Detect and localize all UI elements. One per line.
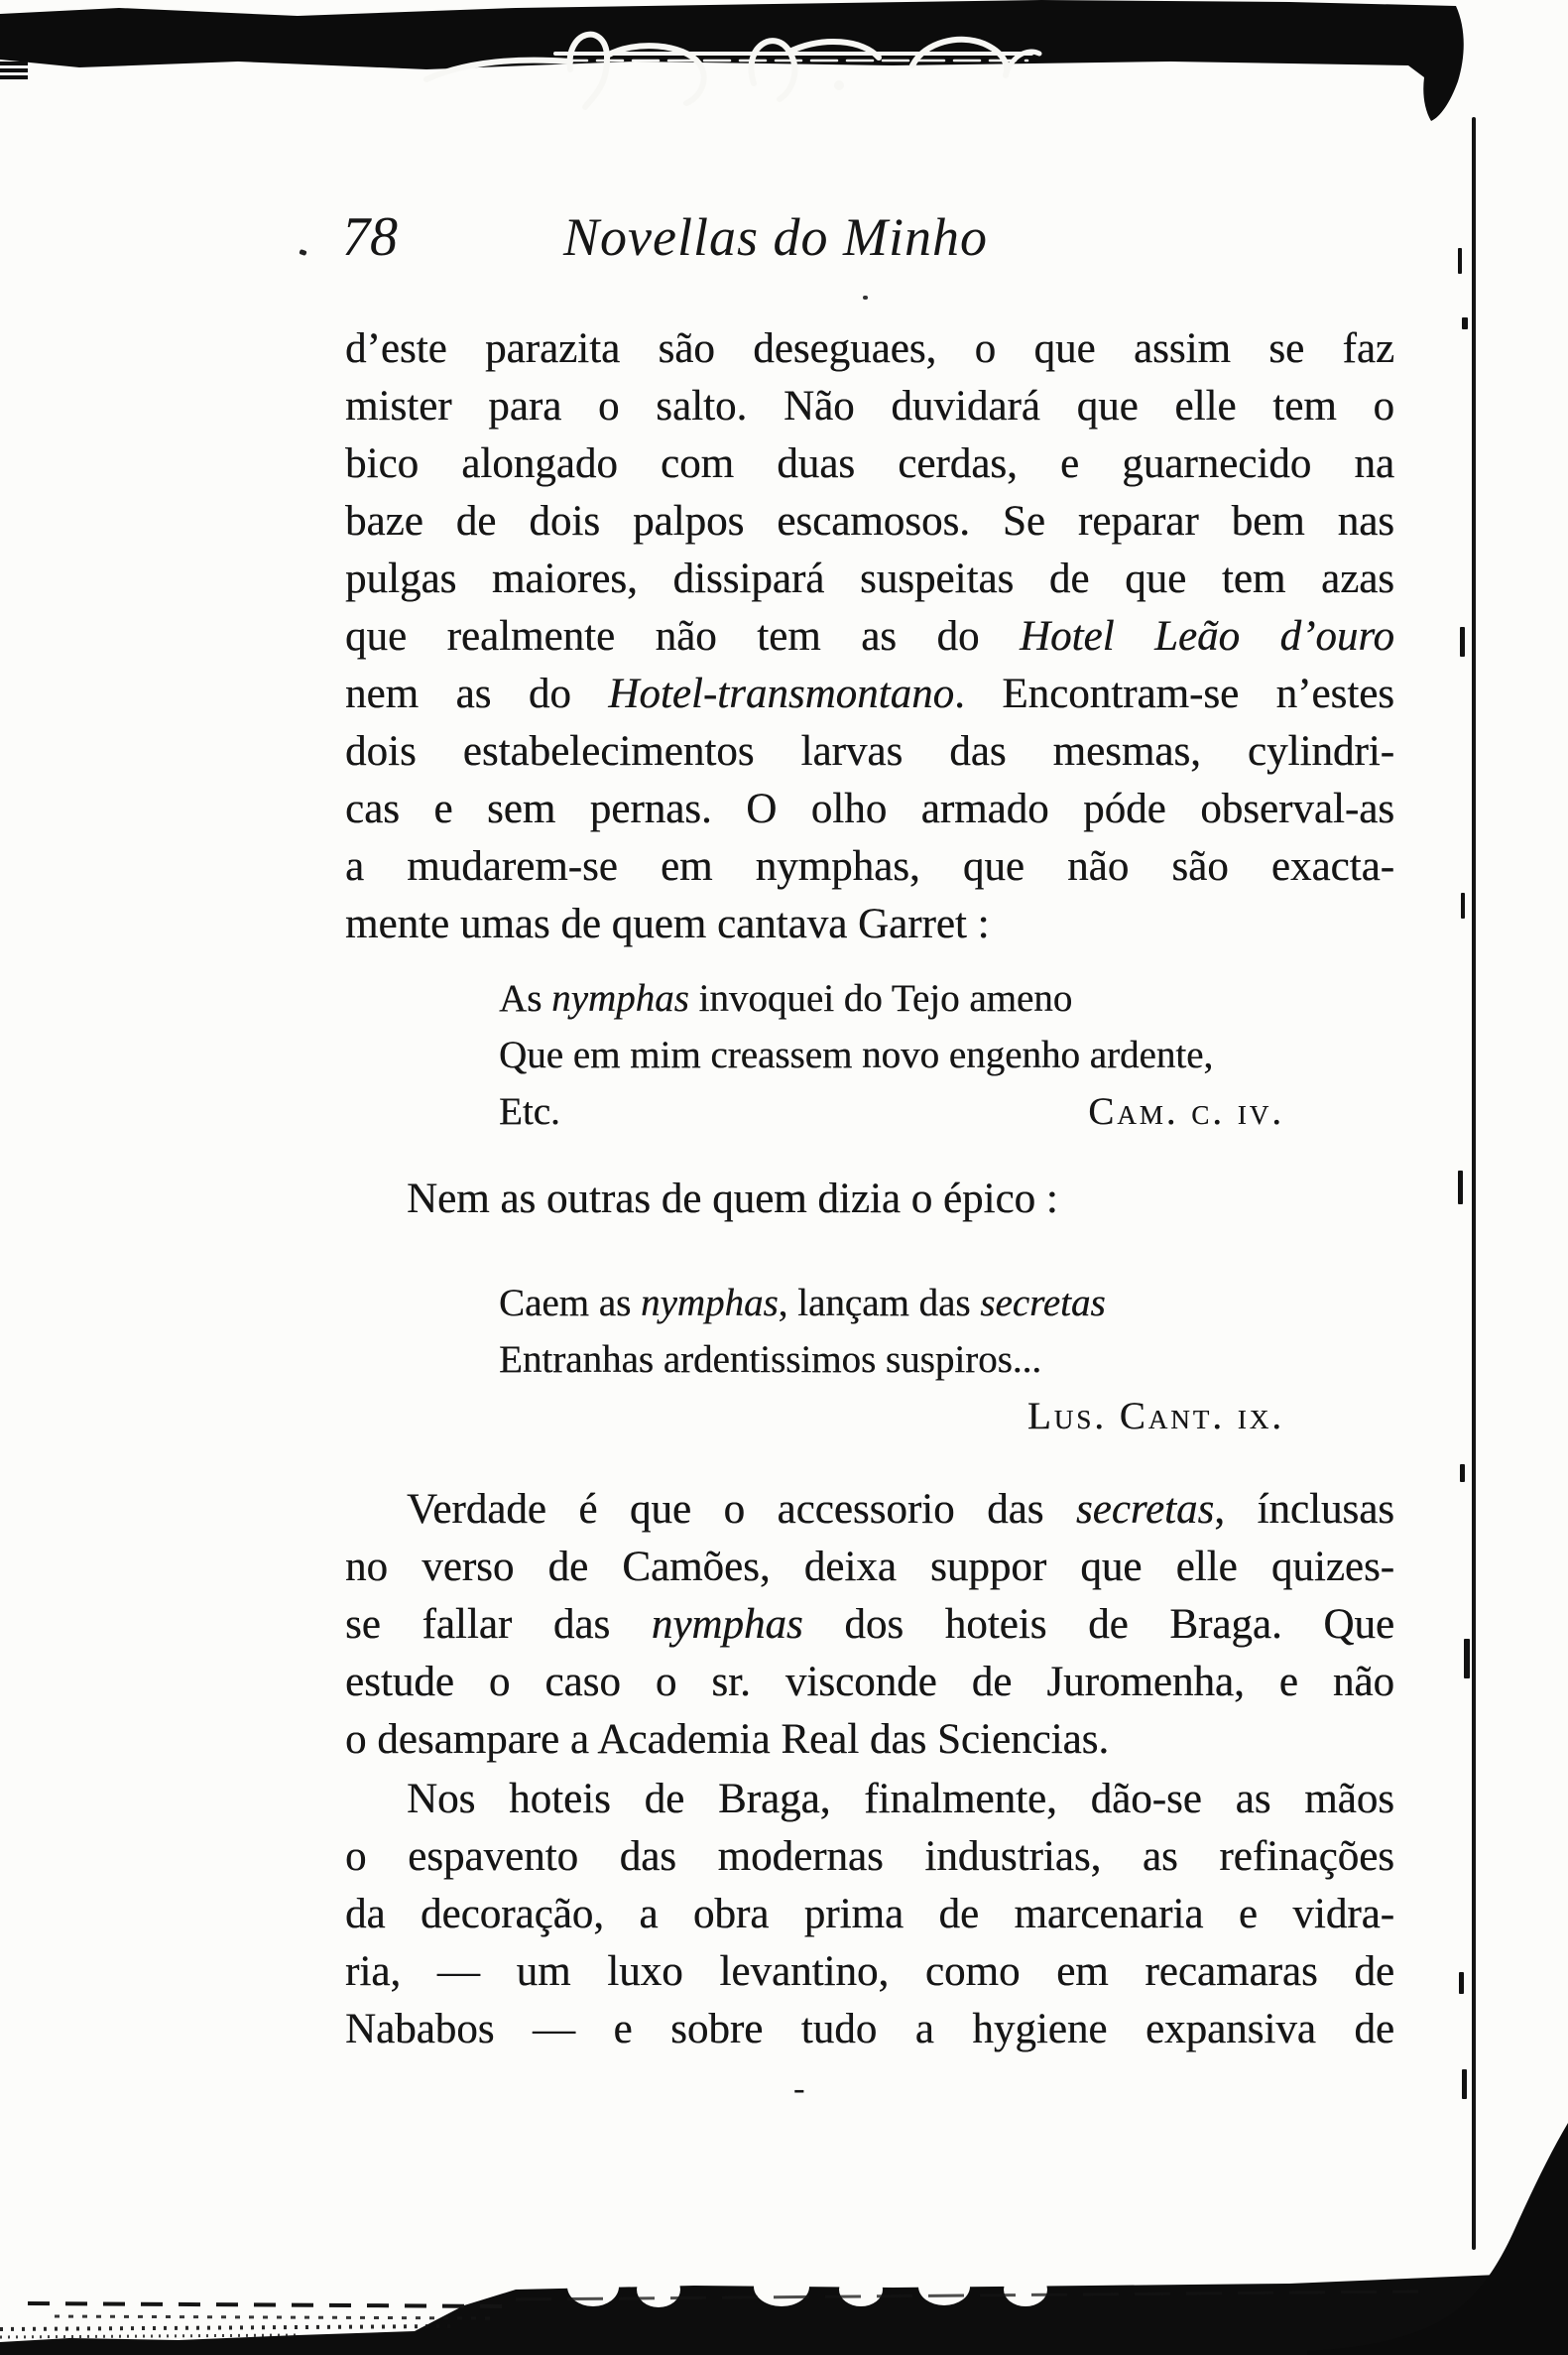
text-line bbox=[345, 1943, 1394, 2001]
text-segment: , lançam das bbox=[778, 1282, 981, 1324]
page-edge-line bbox=[1472, 117, 1476, 2250]
text-line bbox=[345, 781, 1394, 838]
text-segment: estude o caso o sr. visconde de Juromenha, e não bbox=[345, 1659, 1394, 1705]
text-segment: dois estabelecimentos larvas das mesmas, cylindri- bbox=[345, 728, 1394, 775]
edge-tick bbox=[1464, 1639, 1470, 1678]
text-segment: pulgas maiores, dissipará suspeitas de que tem azas bbox=[345, 556, 1394, 602]
edge-tick bbox=[1462, 317, 1468, 329]
text-line bbox=[345, 378, 1394, 435]
verse-block-lusiadas bbox=[499, 1275, 1284, 1444]
text-segment: As bbox=[499, 977, 552, 1020]
bottom-edge-scan-band bbox=[0, 2097, 1568, 2355]
edge-tick bbox=[1460, 627, 1465, 657]
text-segment: Hotel-transmontano bbox=[608, 671, 955, 717]
text-line bbox=[345, 608, 1394, 666]
text-segment: que realmente não tem as do bbox=[345, 613, 1020, 660]
text-segment: d’este parazita são deseguaes, o que assim se faz bbox=[345, 325, 1394, 372]
text-segment: o espavento das modernas industrias, as refinações bbox=[345, 1833, 1394, 1880]
text-line bbox=[345, 435, 1394, 493]
citation-row bbox=[499, 1388, 1284, 1444]
text-line bbox=[345, 838, 1394, 896]
text-segment: Caem as bbox=[499, 1282, 641, 1324]
text-segment: nem as do bbox=[345, 671, 609, 717]
edge-tick bbox=[1462, 2069, 1467, 2099]
edge-tick bbox=[1460, 1464, 1465, 1482]
paragraph bbox=[345, 320, 1394, 953]
ink-speck bbox=[299, 249, 306, 256]
text-segment: se fallar das bbox=[345, 1601, 652, 1648]
text-segment: dos hoteis de Braga. Que bbox=[802, 1601, 1395, 1648]
text-segment: bico alongado com duas cerdas, e guarnecido na bbox=[345, 440, 1394, 487]
running-title: Novellas do Minho bbox=[563, 207, 988, 267]
text-segment: Verdade é que o accessorio das bbox=[407, 1486, 1076, 1533]
text-line bbox=[345, 1771, 1394, 1828]
text-segment: secretas bbox=[1075, 1486, 1215, 1533]
edge-tick bbox=[1459, 1972, 1464, 1994]
page-number: 78 bbox=[342, 206, 398, 268]
ink-speck bbox=[863, 296, 868, 300]
verse-line bbox=[499, 1027, 1284, 1083]
paragraph bbox=[345, 1481, 1394, 1769]
edge-tick bbox=[1458, 1171, 1463, 1204]
paragraph bbox=[345, 1771, 1394, 2058]
edge-tick bbox=[1461, 893, 1465, 919]
text-line bbox=[345, 320, 1394, 378]
text-segment: nymphas bbox=[640, 1282, 779, 1324]
text-segment: cas e sem pernas. O olho armado póde observal-as bbox=[345, 786, 1394, 832]
text-segment: Que em mim creassem novo engenho ardente, bbox=[499, 1034, 1214, 1076]
verse-line bbox=[499, 1331, 1284, 1388]
text-line bbox=[345, 1596, 1394, 1654]
text-segment: , ínclusas bbox=[1214, 1486, 1394, 1533]
text-line bbox=[345, 1828, 1394, 1886]
text-segment: secretas bbox=[980, 1282, 1106, 1324]
citation: Cam. c. iv. bbox=[1088, 1090, 1284, 1133]
text-segment: baze de dois palpos escamosos. Se reparar bem nas bbox=[345, 498, 1394, 545]
text-segment: a mudarem-se em nymphas, que não são exacta- bbox=[345, 843, 1394, 890]
text-segment: no verso de Camões, deixa suppor que elle quizes- bbox=[345, 1544, 1394, 1590]
ink-dash-mark: - bbox=[793, 2070, 805, 2107]
top-edge-scan-band bbox=[0, 0, 1568, 129]
text-segment: nymphas bbox=[651, 1601, 803, 1648]
verse-line bbox=[499, 970, 1284, 1027]
text-segment: o desampare a Academia Real das Sciencias. bbox=[345, 1716, 1110, 1763]
text-line bbox=[345, 1654, 1394, 1711]
left-edge-mark bbox=[0, 62, 28, 80]
text-line bbox=[345, 2001, 1394, 2058]
text-line bbox=[345, 493, 1394, 551]
text-line bbox=[345, 896, 1394, 953]
text-segment: . Encontram-se n’estes bbox=[954, 671, 1394, 717]
text-segment: ria, — um luxo levantino, como em recamaras de bbox=[345, 1948, 1394, 1995]
etc-label: Etc. bbox=[499, 1090, 560, 1133]
text-segment: mente umas de quem cantava Garret : bbox=[345, 901, 990, 947]
interlude-line: Nem as outras de quem dizia o épico : bbox=[407, 1176, 1058, 1222]
text-segment: Hotel Leão d’ouro bbox=[1019, 613, 1394, 660]
citation: Lus. Cant. ix. bbox=[1026, 1395, 1284, 1437]
text-line bbox=[345, 1711, 1394, 1769]
text-line bbox=[345, 551, 1394, 608]
text-column bbox=[345, 320, 1394, 2106]
verse-block-camoes bbox=[499, 970, 1284, 1140]
text-segment: Entranhas ardentissimos suspiros... bbox=[499, 1338, 1042, 1381]
text-line bbox=[345, 1886, 1394, 1943]
text-segment: Nos hoteis de Braga, finalmente, dão-se as mãos bbox=[407, 1776, 1394, 1822]
top-band-shape bbox=[0, 0, 1464, 121]
citation-row bbox=[499, 1083, 1284, 1140]
text-line bbox=[345, 1539, 1394, 1596]
text-line bbox=[345, 723, 1394, 781]
text-segment: mister para o salto. Não duvidará que elle tem o bbox=[345, 383, 1394, 430]
text-line bbox=[345, 666, 1394, 723]
text-segment: nymphas bbox=[551, 977, 689, 1020]
text-segment: Nababos — e sobre tudo a hygiene expansiva de bbox=[345, 2006, 1394, 2052]
text-line bbox=[345, 1481, 1394, 1539]
text-segment: da decoração, a obra prima de marcenaria e vidra- bbox=[345, 1891, 1394, 1937]
verse-line bbox=[499, 1275, 1284, 1331]
text-segment: invoquei do Tejo ameno bbox=[688, 977, 1073, 1020]
edge-tick bbox=[1458, 248, 1462, 274]
